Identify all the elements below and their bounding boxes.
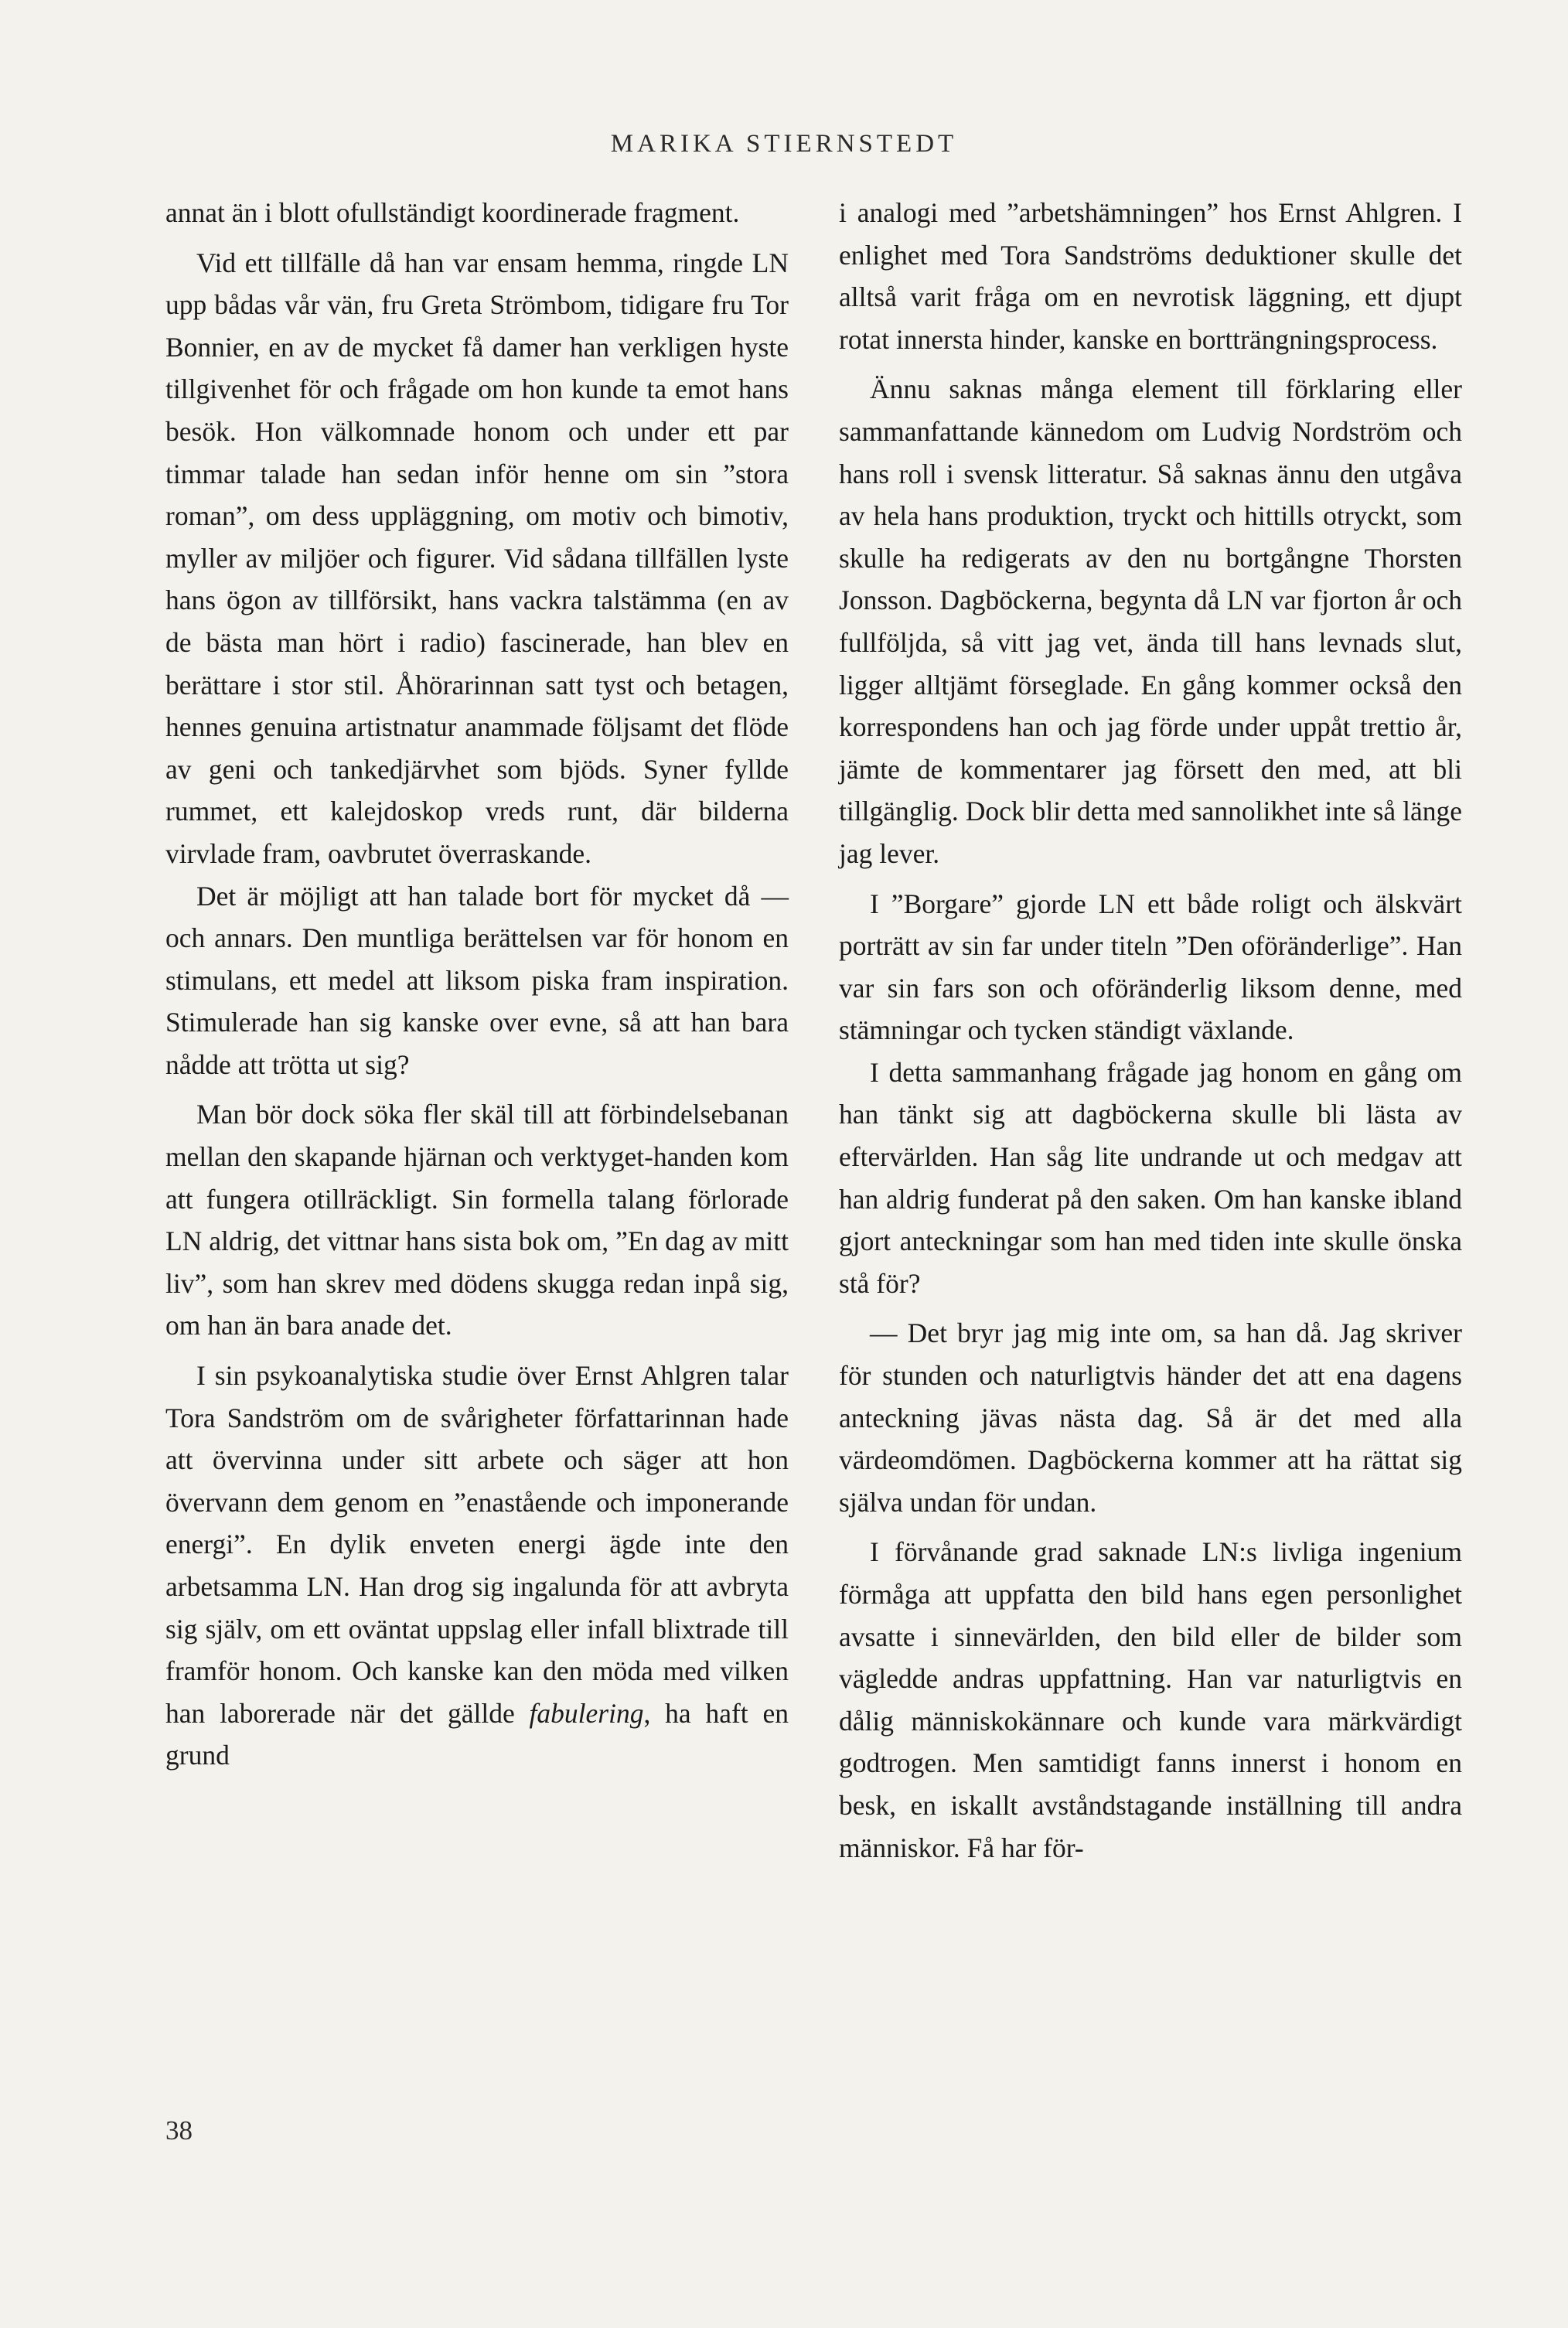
emphasized-word: fabulering xyxy=(529,1697,644,1729)
paragraph: — Det bryr jag mig inte om, sa han då. Jag skriver för stunden och naturligtvis händer det att ena dagens anteckning jävas nästa dag. Så är det med alla värdeomdömen. Dagböckerna kommer att ha rättat sig själva undan för undan. xyxy=(839,1317,1462,1518)
paragraph: I ”Borgare” gjorde LN ett både roligt och älskvärt porträtt av sin far under titeln ”Den oföränderlige”. Han var sin fars son och oföränderlig liksom denne, med stämningar och tycken ständigt växlande. xyxy=(839,888,1462,1046)
paragraph xyxy=(165,1355,789,1777)
page-number: 38 xyxy=(165,2115,193,2146)
paragraph: Ännu saknas många element till förklaring eller sammanfattande kännedom om Ludvig Nordström och hans roll i svensk litteratur. Så saknas ännu den utgåva av hela hans produktion, tryckt och hittills otryckt, som skulle ha redigerats av den nu bortgångne Thorsten Jonsson. Dagböckerna, begynta då LN var fjorton år och fullföljda, så vitt jag vet, ända till hans levnads slut, ligger alltjämt förseglade. En gång kommer också den korrespondens han och jag förde under uppåt trettio år, jämte de kommentarer jag försett den med, att bli tillgänglig. Dock blir detta med sannolikhet inte så länge jag lever. xyxy=(839,373,1462,869)
paragraph: annat än i blott ofullständigt koordinerade fragment. xyxy=(165,197,740,228)
paragraph: Vid ett tillfälle då han var ensam hemma, ringde LN upp bådas vår vän, fru Greta Strömbom, tidigare fru Tor Bonnier, en av de mycket få damer han verkligen hyste tillgivenhet för och frågade om hon kunde ta emot hans besök. Hon välkomnade honom och under ett par timmar talade han sedan inför henne om sin ”stora roman”, om dess uppläggning, om motiv och bimotiv, myller av miljöer och figurer. Vid sådana tillfällen lyste hans ögon av tillförsikt, hans vackra talstämma (en av de bästa man hört i radio) fascinerade, han blev en berättare i stor stil. Åhörarinnan satt tyst och betagen, hennes genuina artistnatur anammade följsamt det flöde av geni och tankedjärvhet som bjöds. Syner fyllde rummet, ett kalejdoskop vreds runt, där bilderna virvlade fram, oavbrutet överraskande. xyxy=(165,247,789,869)
paragraph-text: I sin psykoanalytiska studie över Ernst Ahlgren talar Tora Sandström om de svårigheter författarinnan hade att övervinna under sitt arbete och säger att hon övervann dem genom en ”enastående och imponerande energi”. En dylik enveten energi ägde inte den arbetsamma LN. Han drog sig ingalunda för att avbryta sig själv, om ett oväntat uppslag eller infall blixtrade till framför honom. Och kanske kan den möda med vilken han laborerade när det gällde xyxy=(165,1360,789,1729)
paragraph-text: , ha haft en grund xyxy=(165,1697,789,1771)
paragraph: Det är möjligt att han talade bort för mycket då — och annars. Den muntliga berättelsen var för honom en stimulans, ett medel att liksom piska fram inspiration. Stimulerade han sig kanske over evne, så att han bara nådde att trötta ut sig? xyxy=(165,880,789,1080)
paragraph: Man bör dock söka fler skäl till att förbindelsebanan mellan den skapande hjärnan och verktyget-handen kom att fungera otillräckligt. Sin formella talang förlorade LN aldrig, det vittnar hans sista bok om, ”En dag av mitt liv”, som han skrev med dödens skugga redan inpå sig, om han än bara anade det. xyxy=(165,1099,789,1341)
paragraph: I förvånande grad saknade LN:s livliga ingenium förmåga att uppfatta den bild hans egen personlighet avsatte i sinnevärlden, den bild eller de bilder som vägledde andras uppfattning. Han var naturligtvis en dålig människokännare och kunde vara märkvärdigt godtrogen. Men samtidigt fanns innerst i honom en besk, en iskallt avståndstagande inställning till andra människor. Få har för- xyxy=(839,1536,1462,1863)
left-column xyxy=(165,192,789,1777)
paragraph: i analogi med ”arbetshämningen” hos Ernst Ahlgren. I enlighet med Tora Sandströms deduktioner skulle det alltså varit fråga om en nevrotisk läggning, ett djupt rotat innersta hinder, kanske en bortträngningsprocess. xyxy=(839,197,1462,355)
paragraph: I detta sammanhang frågade jag honom en gång om han tänkt sig att dagböckerna skulle bli lästa av eftervärlden. Han såg lite undrande ut och medgav att han aldrig funderat på den saken. Om han kanske ibland gjort anteckningar som han med tiden inte skulle önska stå för? xyxy=(839,1056,1462,1299)
running-header: MARIKA STIERNSTEDT xyxy=(610,130,958,158)
right-column xyxy=(839,192,1462,1869)
